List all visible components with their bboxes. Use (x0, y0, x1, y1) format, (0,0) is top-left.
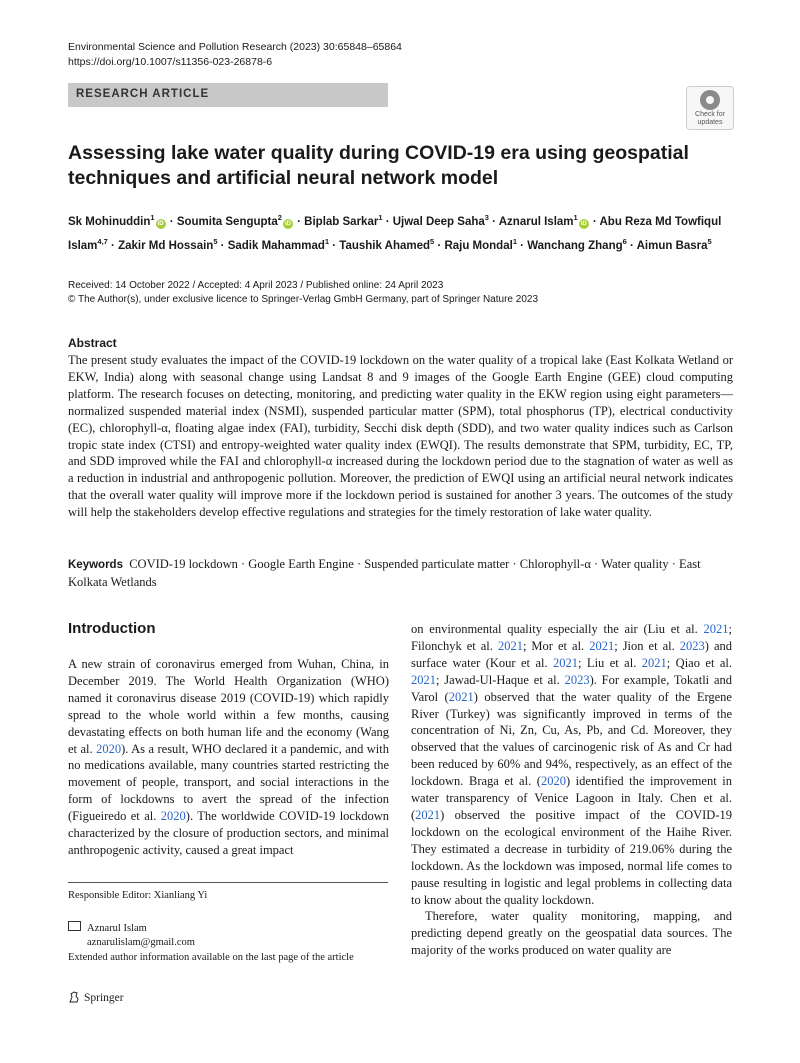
citation-link[interactable]: 2021 (411, 672, 436, 687)
citation-link[interactable]: 2021 (448, 689, 474, 704)
author-name: Soumita Sengupta (176, 215, 278, 228)
author[interactable] (176, 213, 294, 228)
citation-link[interactable]: 2021 (553, 655, 579, 670)
author[interactable] (444, 236, 517, 252)
contact-email[interactable]: aznarulislam@gmail.com (87, 937, 195, 948)
orcid-icon[interactable]: iD (580, 220, 587, 227)
citation-link[interactable]: 2021 (415, 807, 441, 822)
author[interactable] (498, 213, 590, 228)
article-type-badge (68, 83, 388, 107)
keywords-block (68, 556, 733, 591)
author-name: Abu Reza Md Towfiqul Islam (68, 215, 722, 252)
author-list: Sk Mohinuddin$^1$iD · Soumita Sengupta$^2$iD · Biplab Sarkar$^1$ · Ujwal Deep Saha$^3$ · Aznarul Islam$^1$iD · Abu Reza Md Towfiqul Islam$^{4,7}$ · Zakir Md Hossain$^5$ · Sadik Mahammad$^1$ · Taushik Ahamed$^5$ · Raju Mondal$^1$ · Wanchang Zhang$^6$ · Aimun Basra$^5$ (68, 213, 722, 252)
intro-paragraph-1-cont (411, 621, 732, 908)
copyright-line: © The Author(s), under exclusive licence to Springer-Verlag GmbH Germany, part of Springer Nature 2023 (68, 294, 538, 305)
contact-name: Aznarul Islam (87, 923, 147, 934)
author-affiliation-marker: 1 (324, 236, 330, 246)
author[interactable] (527, 236, 627, 252)
title-line-2: techniques and artificial neural network model (68, 167, 499, 189)
keywords-text: COVID-19 lockdown · Google Earth Engine · Suspended particulate matter · Chlorophyll-α · Water quality · East Kolkata Wetlands (68, 557, 701, 589)
publisher-logo (68, 991, 124, 1004)
body-text: ). As a result, WHO declared it a pandemic, and with no medications available, many countries started restricting the movement of people, transport, and social interactions in the form of lockdowns to avert the spread of the infection (Figueiredo et al. (68, 741, 389, 824)
author-name: Sk Mohinuddin (68, 215, 151, 228)
body-text: ; Mor et al. (522, 638, 590, 653)
citation-link[interactable]: 2020 (540, 774, 566, 789)
author-affiliation-marker: 5 (213, 236, 218, 246)
introduction-heading: Introduction (68, 620, 156, 637)
abstract-body: The present study evaluates the impact of the COVID-19 lockdown on the water quality of a tropical lake (East Kolkata Wetland or EKW, India) along with seasonal change using Landsat 8 and 9 images of the Google Earth Engine (GEE) cloud computing platform. The research focuses on detecting, monitoring, and predicting water quality in the EKW region using eight parameters—normalized suspended material index (NSMI), suspended particular matter (SPM), total phosphorus (TP), electrical conductivity (EC), chlorophyll-α, floating algae index (FAI), turbidity, Secchi disk depth (SDD), and two water quality indices such as Carlson tropic state index (CTSI) and entropy-weighted water quality index (EWQI). The results demonstrate that SPM, turbidity, EC, TP, and SDD improved while the FAI and chlorophyll-α increased during the lockdown period due to the stagnation of water as well as a reduction in industrial and anthropogenic pollution. Moreover, the prediction of EWQI using an artificial neural network indicates that the overall water quality will improve more if the lockdown period is sustained for another 3 years. The outcomes of the study will help the stakeholders develop effective regulations and strategies for the timely restoration of lake water quality. (68, 353, 733, 520)
author[interactable] (392, 213, 489, 228)
citation-link[interactable]: 2020 (96, 741, 122, 756)
springer-horse-icon (68, 991, 80, 1003)
citation-link[interactable]: 2020 (160, 809, 186, 824)
author-name: Raju Mondal (444, 239, 513, 252)
author-name: Sadik Mahammad (227, 239, 325, 252)
body-text: ) and surface water (Kour et al. (411, 638, 732, 670)
footnote-divider (68, 882, 388, 883)
author-affiliation-marker: 1 (150, 213, 155, 222)
author-affiliation-marker: 6 (622, 236, 627, 246)
intro-column-right (411, 621, 732, 959)
author-affiliation-marker: 1 (512, 236, 517, 246)
body-text: ; Liu et al. (578, 655, 642, 670)
citation-link[interactable]: 2021 (641, 655, 667, 670)
intro-paragraph-2: Therefore, water quality monitoring, mapping, and predicting depend greatly on the geospatial data sources. The majority of the works produced on water quality are (411, 909, 732, 958)
author-name: Ujwal Deep Saha (392, 215, 485, 228)
author-name: Zakir Md Hossain (118, 239, 214, 252)
body-text: on environmental quality especially the air (Liu et al. (411, 622, 704, 636)
author[interactable] (339, 236, 435, 252)
author[interactable] (118, 236, 218, 252)
author-affiliation-marker: 5 (707, 236, 712, 246)
orcid-icon[interactable]: iD (284, 220, 291, 227)
author-name: Biplab Sarkar (304, 215, 379, 228)
body-text: ; Qiao et al. (666, 655, 732, 670)
journal-citation: Environmental Science and Pollution Research (2023) 30:65848–65864 (68, 41, 402, 53)
body-text: ) observed the positive impact of the COVID-19 lockdown on the ecological environment of the Haihe River. They estimated a decrease in turbidity of 219.06% during the lockdown. As the lockdown was imposed, normal life comes to pause resulting in logistic and legal problems in collecting data to know about the quality lockdown. (411, 807, 732, 907)
citation-link[interactable]: 2021 (497, 638, 523, 653)
body-text: ; Jawad-Ul-Haque et al. (436, 672, 565, 687)
author-affiliation-marker: 4,7 (97, 236, 108, 246)
citation-link[interactable]: 2023 (564, 672, 590, 687)
intro-column-left (68, 656, 389, 859)
journal-header (68, 40, 402, 70)
body-text: A new strain of coronavirus emerged from Wuhan, China, in December 2019. The World Health Organization (WHO) named it coronavirus disease 2019 (COVID-19) which rapidly spread to the whole world within a few months, causing devastating effects on both human life and the economy (Wang et al. (68, 657, 389, 756)
abstract-heading: Abstract (68, 336, 117, 350)
envelope-icon (68, 921, 81, 931)
check-updates-label-1: Check for (695, 111, 725, 118)
body-text: ). The worldwide COVID-19 lockdown characterized by the closure of production sectors, and minimal anthropogenic activity, caused a great impact (68, 809, 389, 857)
history-dates: Received: 14 October 2022 / Accepted: 4 April 2023 / Published online: 24 April 2023 (68, 280, 444, 291)
author-affiliation-marker: 1 (573, 213, 578, 222)
article-type-label: RESEARCH ARTICLE (76, 88, 210, 100)
check-for-updates-button[interactable] (686, 86, 734, 130)
author[interactable] (68, 213, 167, 228)
extended-author-note: Extended author information available on the last page of the article (68, 952, 354, 963)
publication-dates (68, 279, 538, 307)
paper-title (68, 141, 728, 191)
orcid-icon[interactable]: iD (157, 220, 164, 227)
author-name: Taushik Ahamed (339, 239, 431, 252)
author[interactable] (304, 213, 383, 228)
keywords-label: Keywords (68, 559, 123, 571)
citation-link[interactable]: 2021 (703, 622, 729, 636)
body-text: ) identified the improvement in water transparency of Venice Lagoon in Italy. Chen et al. ( (411, 774, 732, 822)
author-affiliation-marker: 5 (430, 236, 435, 246)
intro-paragraph-1 (68, 656, 389, 859)
author-affiliation-marker: 3 (484, 213, 489, 222)
body-text: ; Filonchyk et al. (411, 622, 732, 653)
body-text: ) observed that the water quality of the Ergene River (Turkey) was significantly improved in terms of the concentration of Ni, Zn, Cu, As, Pb, and Cd. Moreover, they observed that the values of carcinogenic risk of As and Cr had been reduced by 60% and 94%, respectively, as an effect of the lockdown. Braga et al. ( (411, 689, 732, 789)
citation-link[interactable]: 2023 (679, 638, 705, 653)
body-text: ). For example, Tokatli and Varol ( (411, 672, 732, 704)
check-updates-icon (700, 90, 720, 110)
title-line-1: Assessing lake water quality during COVID-19 era using geospatial (68, 142, 689, 164)
responsible-editor: Responsible Editor: Xianliang Yi (68, 890, 208, 901)
body-text: ; Jion et al. (614, 638, 680, 653)
author-affiliation-marker: 1 (378, 213, 383, 222)
author-name: Aimun Basra (636, 239, 708, 252)
author[interactable] (636, 236, 712, 252)
check-updates-label-2: updates (697, 118, 723, 126)
corresponding-author (68, 921, 195, 950)
author-affiliation-marker: 2 (277, 213, 282, 222)
author[interactable] (227, 236, 330, 252)
publisher-name: Springer (84, 992, 124, 1004)
author-name: Aznarul Islam (498, 215, 574, 228)
citation-link[interactable]: 2021 (589, 638, 615, 653)
author-name: Wanchang Zhang (527, 239, 623, 252)
doi-link[interactable]: https://doi.org/10.1007/s11356-023-26878-6 (68, 56, 273, 68)
